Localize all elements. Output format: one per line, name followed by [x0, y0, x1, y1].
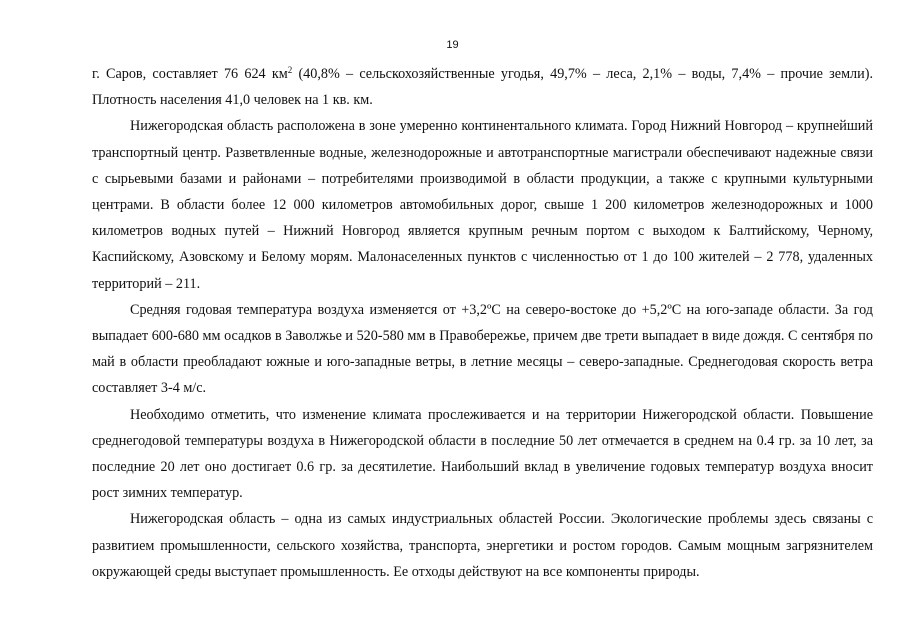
paragraph-climate-transport: Нижегородская область расположена в зоне умеренно континентального климата. Город Нижний Новгород – крупнейший транспортный центр. Разветвленные водные, железнодорожные и автотранспортные магистрали обеспечивают надежные связи с сырьевыми базами и районами – потребителями производимой в области продукции, а также с крупными культурными центрами. В области более 12 000 километров автомобильных дорог, свыше 1 200 километров железнодорожных и 1000 километров водных путей – Нижний Новгород является крупным речным портом с выходом к Балтийскому, Черному, Каспийскому, Азовскому и Белому морям. Малонаселенных пунктов с численностью от 1 до 100 жителей – 2 778, удаленных территорий – 211. [92, 118, 873, 292]
document-body [92, 61, 873, 585]
paragraph-area-density [92, 61, 873, 113]
paragraph-climate-change: Необходимо отметить, что изменение климата прослеживается и на территории Нижегородской области. Повышение среднегодовой температуры воздуха в Нижегородской области в последние 50 лет отмечается в среднем на 0.4 гр. за 10 лет, за последние 20 лет оно достигает 0.6 гр. за десятилетие. Наибольший вклад в увеличение годовых температур воздуха вносит рост зимних температур. [92, 406, 873, 502]
superscript: 2 [287, 65, 293, 75]
paragraph-ecology: Нижегородская область – одна из самых индустриальных областей России. Экологические проблемы здесь связаны с развитием промышленности, сельского хозяйства, транспорта, энергетики и ростом городов. Самым мощным загрязнителем окружающей среды выступает промышленность. Ее отходы действуют на все компоненты природы. [92, 511, 873, 580]
paragraph-temperature-precipitation: Средняя годовая температура воздуха изменяется от +3,2ºС на северо-востоке до +5,2ºС на юго-западе области. За год выпадает 600-680 мм осадков в Заволжье и 520-580 мм в Правобережье, причем две трети выпадает в виде дождя. С сентября по май в области преобладают южные и юго-западные ветры, в летние месяцы – северо-западные. Среднегодовая скорость ветра составляет 3-4 м/с. [92, 301, 873, 397]
paragraph-text: г. Саров, составляет 76 624 км [92, 66, 288, 82]
paragraph-text: (40,8% – сельскохозяйственные угодья, 49,7% – леса, 2,1% – воды, 7,4% – прочие земли). Плотность населения 41,0 человек на 1 кв. км. [92, 66, 873, 109]
page-number: 19 [446, 39, 459, 51]
